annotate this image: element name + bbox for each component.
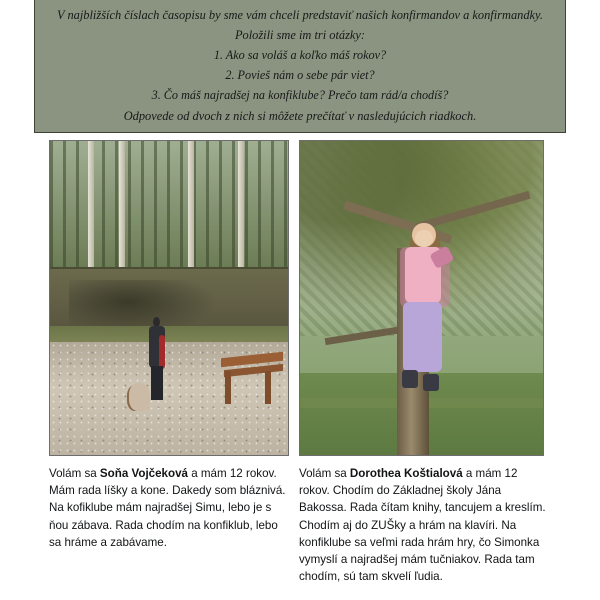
intro-line-2: Položili sme im tri otázky: xyxy=(234,28,366,42)
wooden-bench xyxy=(221,348,283,405)
right-intro-text: Volám sa xyxy=(299,467,350,480)
intro-box xyxy=(34,0,566,133)
photo-right-artwork xyxy=(300,141,543,455)
article-left xyxy=(49,465,293,551)
left-intro-text: Volám sa xyxy=(49,467,100,480)
forest-background xyxy=(50,141,288,285)
right-person-name: Dorothea Koštialová xyxy=(349,467,463,480)
article-right xyxy=(299,465,547,585)
photo-left-artwork xyxy=(50,141,288,455)
photo-right xyxy=(299,140,544,456)
intro-line-closing: Odpovede od dvoch z nich si môžete prečítať v nasledujúcich riadkoch. xyxy=(123,109,477,123)
left-person-name: Soňa Vojčeková xyxy=(99,467,188,480)
intro-question-2: 2. Povieš nám o sebe pár viet? xyxy=(225,68,375,82)
girl-figure xyxy=(145,317,169,399)
left-body-text: a mám 12 rokov. Mám rada líšky a kone. Dakedy som bláznivá. Na kofiklube mám najradšej Simu, lebo je s ňou zábava. Rada chodím na konfiklub, lebo sa hráme a zabávame. xyxy=(49,467,286,549)
photo-left xyxy=(49,140,289,456)
girl-figure xyxy=(397,223,455,399)
intro-question-1: 1. Ako sa voláš a koľko máš rokov? xyxy=(213,48,387,62)
intro-question-3: 3. Čo máš najradšej na konfiklube? Prečo tam rád/a chodíš? xyxy=(151,88,449,102)
intro-line-1: V najbližších číslach časopisu by sme vám chceli predstaviť našich konfirmandov a konfirmandky. xyxy=(57,8,543,22)
right-body-text: a mám 12 rokov. Chodím do Základnej školy Jána Bakossa. Rada čítam knihy, tancujem a kreslím. Chodím aj do ZUŠky a hrám na klavíri. Na konfiklube sa veľmi rada hrám hry, čo Simonka vymyslí a najradšej mám tučniakov. Rada tam chodím, sú tam skvelí ľudia. xyxy=(299,467,546,584)
dog-figure xyxy=(129,383,150,411)
